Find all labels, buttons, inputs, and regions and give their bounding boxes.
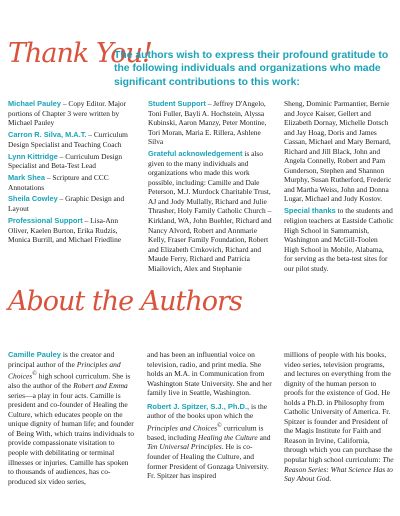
credit-entry bbox=[8, 152, 136, 171]
bio-text: high school curriculum. She is also the author of the bbox=[8, 371, 131, 391]
bio-column-1 bbox=[8, 350, 136, 490]
credit-entry bbox=[8, 216, 136, 245]
grateful-label: Grateful acknowledgement bbox=[148, 149, 243, 159]
thank-you-heading: Thank You! bbox=[8, 38, 152, 69]
bio-text: and bbox=[257, 432, 271, 442]
camille-bio bbox=[8, 350, 136, 486]
copyright-mark: © bbox=[32, 370, 37, 378]
thank-you-intro: The authors wish to express their profound gratitude to the following individuals and organizations who made significant contributions to this work: bbox=[114, 50, 389, 88]
bio-text: is the creator and principal author of the bbox=[8, 350, 115, 369]
book-title: Ten Universal Principles bbox=[147, 442, 222, 452]
credit-name: Mark Shea bbox=[8, 173, 45, 182]
bio-text: is the author of the books upon which the bbox=[147, 401, 268, 421]
book-title: The Reason Series: What Science Has to Say About God bbox=[284, 455, 394, 484]
credit-name: Carron R. Silva, M.A.T. bbox=[8, 130, 87, 140]
bio-column-2 bbox=[147, 350, 273, 485]
credit-name: Professional Support bbox=[8, 215, 83, 225]
student-support-entry bbox=[148, 99, 274, 147]
acknowledgements-column bbox=[148, 99, 274, 276]
special-thanks-entry bbox=[284, 206, 394, 273]
student-support-label: Student Support bbox=[148, 99, 206, 108]
special-thanks-label: Special thanks bbox=[284, 206, 336, 216]
camille-bio-continued: and has been an influential voice on television, radio, and print media. She holds an M.A. in Communication from Washington State University. She and her family live in Seattle, Washington. bbox=[147, 350, 272, 398]
credit-entry bbox=[8, 194, 136, 213]
credit-entry bbox=[8, 99, 136, 128]
credit-entry bbox=[8, 130, 136, 149]
credit-role: – Scripture and CCC Annotations bbox=[8, 173, 109, 192]
credit-role: – Graphic Design and Layout bbox=[8, 194, 125, 214]
bio-text: . bbox=[329, 474, 332, 484]
about-authors-heading: About the Authors bbox=[8, 286, 242, 317]
credit-name: Lynn Kittridge bbox=[8, 151, 58, 161]
spitzer-bio-continued bbox=[284, 350, 394, 484]
book-title: Robert and Emma bbox=[73, 381, 128, 391]
acknowledgements-column-continued bbox=[284, 99, 394, 276]
bio-text: curriculum is based, including bbox=[147, 423, 264, 442]
credit-role: – Lisa-Ann Oliver, Kaelen Burton, Erika Rudzis, Monica Burrill, and Michael Friedline bbox=[8, 215, 122, 245]
author-name: Robert J. Spitzer, S.J., Ph.D., bbox=[147, 401, 250, 411]
book-title: Healing the Culture bbox=[198, 432, 258, 442]
credit-name: Sheila Cowley bbox=[8, 194, 58, 204]
credit-entry bbox=[8, 173, 136, 192]
copyright-mark: © bbox=[217, 421, 222, 429]
spitzer-bio bbox=[147, 402, 273, 481]
grateful-entry bbox=[148, 149, 274, 273]
student-support-text: – Jeffrey D'Angelo, Toni Fuller, Bayli A. Hochstein, Alyssa Kubinski, Aaron Manzy, Peter Montine, Tori Moran, Maria E. Rillera, Ashlene Silva bbox=[148, 99, 267, 147]
grateful-text: is also given to the many individuals and organizations who made this work possible, including: Camille and Dale Peterson, M.J. Murdock Charitable Trust, AJ and Jody Mullally, Richard and Julie Thrasher, Holy Family Catholic Church – Kirkland, WA, John Buehler, Richard and Nancy Alvord, Robert and Annmarie Kelly, Fraser Family Foundation, Robert and Elizabeth Crnkovich, Richard and Maude Ferry, Richard and Patricia Miailovich, Alex and Stephanie bbox=[148, 149, 272, 273]
bio-text: series—a play in four acts. Camille is president and co-founder of Healing the Culture, which educates people on the unique dignity of human life; and founder of Being With, which trains individuals to provide compassionate visitation to people with debilitating or terminal illnesses or injuries. Camille has spoken to thousands of audiences, has co-produced six video series, bbox=[8, 390, 135, 486]
credit-role: – Curriculum Design Specialist and Beta-Test Lead bbox=[8, 151, 123, 171]
book-title: Principles and Choices bbox=[147, 423, 217, 433]
bio-text: . He is co-founder of Healing the Culture, and former President of Gonzaga University. Fr. Spitzer has inspired bbox=[147, 442, 269, 481]
credit-role: – Curriculum Design Specialist and Teaching Coach bbox=[8, 130, 128, 149]
credit-name: Michael Pauley bbox=[8, 99, 61, 108]
grateful-text-continued: Sheng, Dominic Parmantier, Bernie and Joyce Kaiser, Gellert and Elizabeth Dornay, Michelle Dotsch and Jay Hoag, Doris and James Cassan, Michael and Mary Bernard, Richard and Jill Black, John and Angela Connelly, Robert and Pam Gunderson, Stephen and Shannon Murphy, Susan Rutherford, Frederic and Martha Weiss, John and Donna Lugar, Michael and Judy Kostov. bbox=[284, 99, 392, 204]
book-title: Principles and Choices bbox=[8, 359, 121, 381]
credit-role: – Copy Editor. Major portions of Chapter 3 were written by Michael Pauley bbox=[8, 99, 127, 128]
bio-text: millions of people with his books, video series, television programs, and lectures on everything from the dignity of the human person to proofs for the existence of God. He holds a Ph.D. in Philosophy from Catholic University of America. Fr. Spitzer is founder and President of the Magis Institute for Faith and Reason in Irvine, California, through which you can purchase the popular high school curriculum: bbox=[284, 350, 393, 465]
bio-column-3 bbox=[284, 350, 394, 488]
special-thanks-text: to the students and religion teachers at Eastside Catholic High School in Sammamish, Washington and McGill-Toolen High School in Mobile, Alabama, for serving as the beta-test sites for our pilot study. bbox=[284, 206, 394, 273]
author-name: Camille Pauley bbox=[8, 350, 61, 359]
credits-column bbox=[8, 99, 136, 247]
